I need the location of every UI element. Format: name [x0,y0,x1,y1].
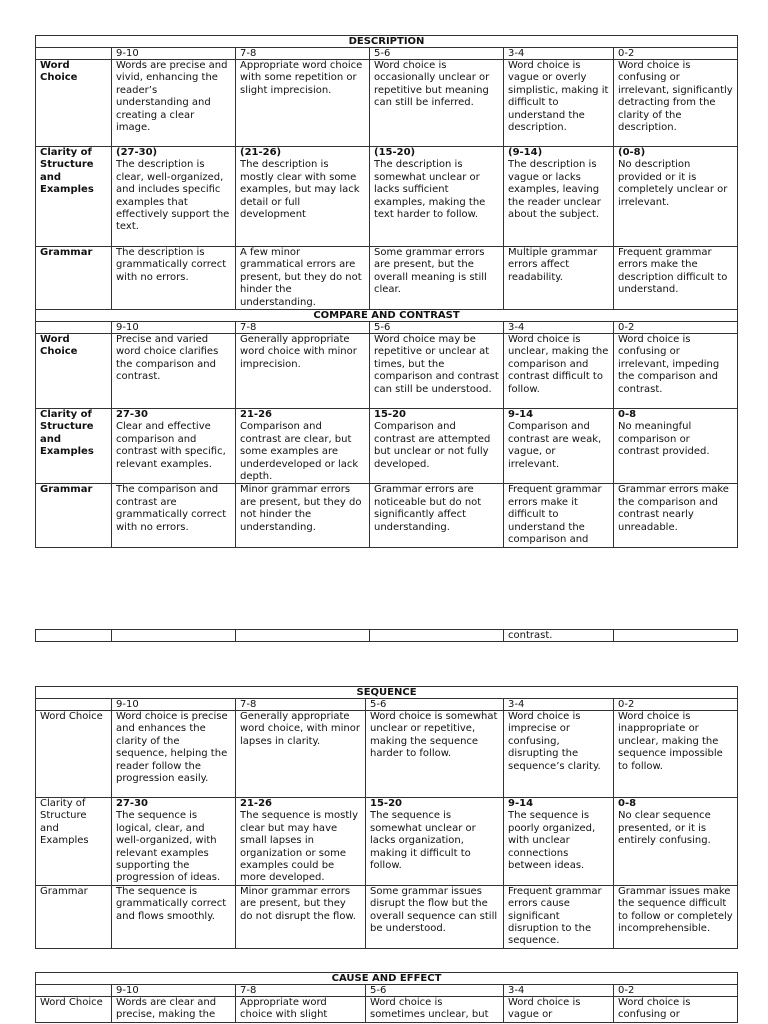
rubric-cell [112,798,236,886]
descriptor-text: Comparison and contrast are weak, vague, or irrelevant. [508,421,602,470]
criterion-label: Word Choice [36,997,112,1023]
descriptor-text: No clear sequence presented, or it is entirely confusing. [618,810,711,847]
rubric-cell: Grammar errors make the comparison and contrast nearly unreadable. [614,484,738,547]
criterion-header-cell [36,985,112,997]
rubric-cell [112,409,236,484]
criterion-label: Grammar [36,885,112,948]
descriptor-text: The sequence is logical, clear, and well-organized, with relevant examples supporting the progression of ideas. [116,810,221,884]
compare-continuation-table [35,629,738,642]
rubric-cell: Multiple grammar errors affect readability. [504,247,614,310]
section-title: CAUSE AND EFFECT [36,973,738,985]
points-range: 9-14 [508,409,534,421]
descriptor-text: The sequence is mostly clear but may have small lapses in organization or some examples could be more developed. [240,810,358,884]
rubric-cell: Word choice is confusing or irrelevant, impeding the comparison and contrast. [614,334,738,409]
rubric-cell [504,147,614,247]
descriptor-text: The description is mostly clear with some examples, but may lack detail or full development [240,159,360,221]
continuation-cell [36,630,112,642]
criterion-label: Clarity of Structure and Examples [36,409,112,484]
rubric-cell: Word choice is vague or overly simplistic, making it difficult to understand the description. [504,60,614,147]
rubric-cell: Frequent grammar errors cause significant disruption to the sequence. [504,885,614,948]
continuation-cell [614,630,738,642]
rubric-cell [366,798,504,886]
score-band-header: 7-8 [236,48,370,60]
rubric-cell: Word choice may be repetitive or unclear at times, but the comparison and contrast can still be understood. [370,334,504,409]
criterion-header-cell [36,699,112,711]
continuation-cell: contrast. [504,630,614,642]
rubric-cell: Word choice is vague or [504,997,614,1023]
continuation-cell [112,630,236,642]
score-band-header: 0-2 [614,985,738,997]
rubric-cell: Some grammar errors are present, but the overall meaning is still clear. [370,247,504,310]
rubric-cell: A few minor grammatical errors are present, but they do not hinder the understanding. [236,247,370,310]
criterion-label: Word Choice [36,334,112,409]
rubric-cell: Minor grammar errors are present, but they do not hinder the understanding. [236,484,370,547]
rubric-cell [112,147,236,247]
rubric-cell [614,409,738,484]
points-range: 9-14 [508,798,534,809]
rubric-cell: Precise and varied word choice clarifies the comparison and contrast. [112,334,236,409]
rubric-cell [614,798,738,886]
rubric-cell: Word choice is imprecise or confusing, disrupting the sequence’s clarity. [504,711,614,798]
score-band-header: 5-6 [366,985,504,997]
criterion-label: Grammar [36,484,112,547]
rubric-cell: Words are clear and precise, making the [112,997,236,1023]
cause-effect-rubric-table [35,972,738,1023]
continuation-cell [370,630,504,642]
description-rubric-table [35,35,738,548]
descriptor-text: No meaningful comparison or contrast provided. [618,421,710,458]
rubric-cell: Grammar issues make the sequence difficult to follow or completely incomprehensible. [614,885,738,948]
rubric-cell: Minor grammar errors are present, but they do not disrupt the flow. [236,885,366,948]
descriptor-text: The sequence is somewhat unclear or lacks organization, making it difficult to follow. [370,810,476,872]
score-band-header: 0-2 [614,48,738,60]
points-range: (9-14) [508,147,543,158]
score-band-header: 5-6 [370,48,504,60]
rubric-cell: Some grammar issues disrupt the flow but the overall sequence can still be understood. [366,885,504,948]
rubric-cell: Generally appropriate word choice, with minor lapses in clarity. [236,711,366,798]
continuation-cell [236,630,370,642]
points-range: 21-26 [240,409,272,421]
rubric-cell [370,409,504,484]
score-band-header: 7-8 [236,699,366,711]
rubric-cell: The sequence is grammatically correct and flows smoothly. [112,885,236,948]
score-band-header: 9-10 [112,48,236,60]
rubric-cell: Grammar errors are noticeable but do not significantly affect understanding. [370,484,504,547]
score-band-header: 5-6 [366,699,504,711]
score-band-header: 3-4 [504,322,614,334]
descriptor-text: Comparison and contrast are attempted but unclear or not fully developed. [374,421,491,470]
criterion-label: Clarity of Structure and Examples [36,798,112,886]
points-range: 21-26 [240,798,272,809]
score-band-header: 9-10 [112,322,236,334]
rubric-cell: Frequent grammar errors make the description difficult to understand. [614,247,738,310]
criterion-label: Word Choice [36,711,112,798]
descriptor-text: The sequence is poorly organized, with unclear connections between ideas. [508,810,596,872]
score-band-header: 5-6 [370,322,504,334]
points-range: 27-30 [116,798,148,809]
rubric-cell: Word choice is confusing or irrelevant, significantly detracting from the clarity of the description. [614,60,738,147]
rubric-cell [236,798,366,886]
points-range: 27-30 [116,409,148,421]
score-band-header: 3-4 [504,699,614,711]
points-range: 15-20 [370,798,402,809]
criterion-header-cell [36,48,112,60]
points-range: (27-30) [116,147,158,158]
points-range: (15-20) [374,147,416,158]
rubric-cell: Word choice is precise and enhances the clarity of the sequence, helping the reader follow the progression easily. [112,711,236,798]
score-band-header: 9-10 [112,699,236,711]
score-band-header: 3-4 [504,985,614,997]
rubric-cell [504,409,614,484]
rubric-cell [504,798,614,886]
rubric-cell: Word choice is unclear, making the comparison and contrast difficult to follow. [504,334,614,409]
criterion-label: Word Choice [36,60,112,147]
rubric-cell: Word choice is inappropriate or unclear, making the sequence impossible to follow. [614,711,738,798]
rubric-cell [236,409,370,484]
points-range: 0-8 [618,409,637,421]
rubric-cell: Word choice is confusing or [614,997,738,1023]
descriptor-text: Clear and effective comparison and contrast with specific, relevant examples. [116,421,226,470]
score-band-header: 7-8 [236,985,366,997]
rubric-cell: Appropriate word choice with some repetition or slight imprecision. [236,60,370,147]
descriptor-text: The description is clear, well-organized, and includes specific examples that effectively support the text. [116,159,230,233]
score-band-header: 3-4 [504,48,614,60]
score-band-header: 0-2 [614,322,738,334]
rubric-cell: Appropriate word choice with slight [236,997,366,1023]
descriptor-text: The description is somewhat unclear or lacks sufficient examples, making the text harder to follow. [374,159,486,221]
rubric-cell [370,147,504,247]
rubric-cell: The description is grammatically correct with no errors. [112,247,236,310]
points-range: 15-20 [374,409,406,421]
criterion-header-cell [36,322,112,334]
points-range: 0-8 [618,798,637,809]
criterion-label: Clarity of Structure and Examples [36,147,112,247]
descriptor-text: The description is vague or lacks examples, leaving the reader unclear about the subject. [508,159,601,221]
rubric-cell: Word choice is somewhat unclear or repetitive, making the sequence harder to follow. [366,711,504,798]
rubric-cell: Words are precise and vivid, enhancing the reader’s understanding and creating a clear image. [112,60,236,147]
points-range: (0-8) [618,147,646,158]
points-range: (21-26) [240,147,282,158]
score-band-header: 0-2 [614,699,738,711]
rubric-cell [614,147,738,247]
rubric-cell [236,147,370,247]
rubric-cell: The comparison and contrast are grammatically correct with no errors. [112,484,236,547]
score-band-header: 7-8 [236,322,370,334]
section-title: DESCRIPTION [36,36,738,48]
criterion-label: Grammar [36,247,112,310]
rubric-cell: Generally appropriate word choice with minor imprecision. [236,334,370,409]
sequence-rubric-table [35,686,738,949]
descriptor-text: Comparison and contrast are clear, but some examples are underdeveloped or lack depth. [240,421,359,483]
section-title: SEQUENCE [36,687,738,699]
rubric-cell: Word choice is occasionally unclear or repetitive but meaning can still be inferred. [370,60,504,147]
rubric-cell: Frequent grammar errors make it difficult to understand the comparison and [504,484,614,547]
section-title: COMPARE AND CONTRAST [36,310,738,322]
score-band-header: 9-10 [112,985,236,997]
rubric-cell: Word choice is sometimes unclear, but [366,997,504,1023]
descriptor-text: No description provided or it is completely unclear or irrelevant. [618,159,728,208]
